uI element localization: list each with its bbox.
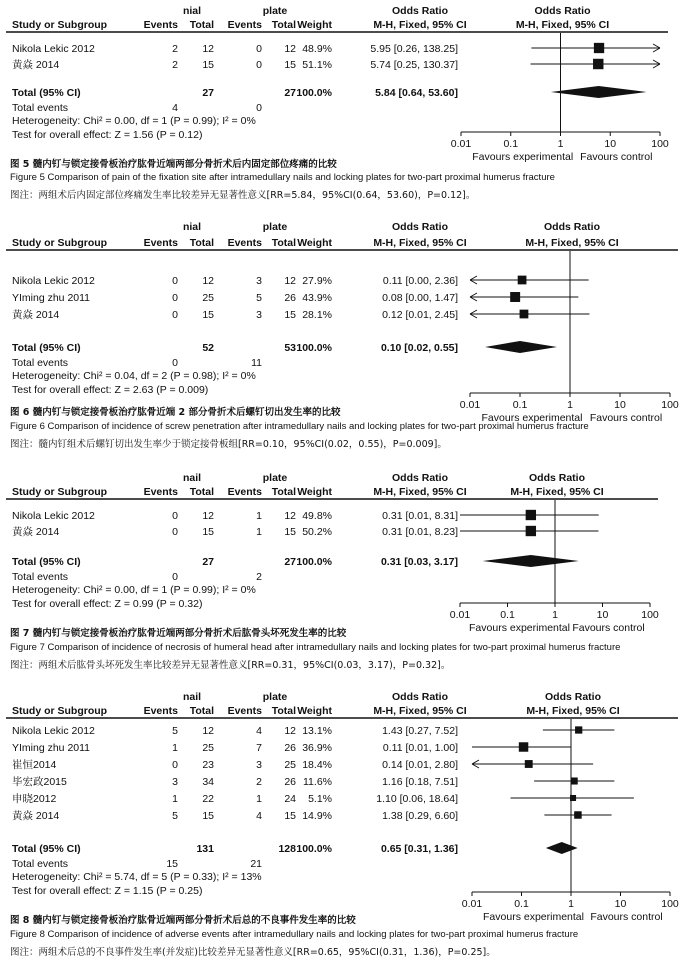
total1-sum: 52 (202, 342, 214, 354)
caption-zh: 图 8 髓内钉与锁定接骨板治疗肱骨近端两部分骨折术后总的不良事件发生率的比较 (10, 915, 356, 926)
caption-note: 图注：髓内钉组术后螺钉切出发生率少于锁定接骨板组[RR=0.10，95%CI(0.02，0.55)，P=0.009]。 (10, 439, 447, 450)
pooled-diamond (551, 86, 647, 98)
weight-cell: 50.2% (302, 526, 332, 538)
x-tick-label: 1 (552, 609, 558, 621)
study-name: Nikola Lekic 2012 (12, 510, 95, 522)
total-events1: 15 (166, 858, 178, 870)
x-tick-label: 0.01 (459, 399, 481, 411)
forest-plot-figure-7 (0, 465, 686, 675)
study-name: 黄焱 2014 (12, 309, 60, 321)
weight-cell: 5.1% (308, 793, 332, 805)
events1-cell: 0 (172, 510, 178, 522)
events2-header: Events (227, 19, 262, 31)
total-weight: 100.0% (296, 843, 332, 855)
events1-header: Events (143, 486, 178, 498)
weight-cell: 28.1% (302, 309, 332, 321)
events2-cell: 0 (256, 43, 262, 55)
weight-cell: 43.9% (302, 292, 332, 304)
total-events2: 0 (256, 102, 262, 114)
total-events2: 21 (250, 858, 262, 870)
weight-cell: 18.4% (302, 759, 332, 771)
study-point (510, 292, 520, 302)
events1-cell: 0 (172, 759, 178, 771)
caption-zh: 图 6 髓内钉与锁定接骨板治疗肱骨近端 2 部分骨折术后螺钉切出发生率的比较 (10, 407, 341, 418)
study-point (525, 760, 533, 768)
total-events-label: Total events (12, 571, 69, 583)
total1-cell: 23 (202, 759, 214, 771)
events1-cell: 3 (172, 776, 178, 788)
total-events-label: Total events (12, 102, 69, 114)
events2-cell: 1 (256, 526, 262, 538)
total-label: Total (95% CI) (12, 556, 81, 568)
study-name: YIming zhu 2011 (12, 742, 91, 754)
odds-ratio-ci: 0.11 [0.01, 1.00] (382, 742, 458, 754)
x-tick-label: 100 (651, 138, 669, 150)
x-tick-label: 0.1 (503, 138, 519, 150)
caption-zh: 图 7 髓内钉与锁定接骨板治疗肱骨近端两部分骨折术后肱骨头坏死发生率的比较 (10, 628, 347, 639)
odds-ratio-ci: 1.43 [0.27, 7.52] (382, 725, 458, 737)
study-name: 黄焱 2014 (12, 526, 60, 538)
favours-experimental: Favours experimental (472, 151, 574, 163)
odds-ratio-ci: 0.11 [0.00, 2.36] (382, 275, 458, 287)
events1-header: Events (143, 237, 178, 249)
total2-cell: 15 (284, 810, 296, 822)
caption-en: Figure 7 Comparison of incidence of necrosis of humeral head after intramedullary nails and locking plates for two-part proximal humerus fracture (10, 642, 621, 653)
total2-cell: 26 (284, 776, 296, 788)
weight-header: Weight (297, 19, 332, 31)
total1-cell: 22 (202, 793, 214, 805)
events2-header: Events (227, 486, 262, 498)
study-point (594, 43, 604, 53)
events2-cell: 7 (256, 742, 262, 754)
odds-ratio-ci: 1.38 [0.29, 6.60] (382, 810, 458, 822)
x-tick-label: 100 (661, 399, 679, 411)
total-odds-ratio-ci: 0.65 [0.31, 1.36] (380, 843, 458, 855)
pooled-diamond (546, 842, 578, 854)
group1-header: nial (182, 221, 202, 233)
odds-ratio-plot-header: Odds Ratio (534, 5, 591, 17)
weight-cell: 27.9% (302, 275, 332, 287)
study-point (575, 726, 582, 733)
total2-cell: 15 (284, 309, 296, 321)
total-odds-ratio-ci: 5.84 [0.64, 53.60] (375, 87, 458, 99)
odds-ratio-plot-header: Odds Ratio (544, 691, 602, 703)
x-tick-label: 0.01 (449, 609, 471, 621)
heterogeneity: Heterogeneity: Chi² = 0.00, df = 1 (P = 0.99); I² = 0% (12, 584, 256, 596)
total1-sum: 27 (202, 87, 214, 99)
total-weight: 100.0% (296, 342, 332, 354)
total1-cell: 12 (202, 275, 214, 287)
study-name: 申晓2012 (12, 793, 57, 805)
total2-sum: 27 (284, 556, 296, 568)
total1-cell: 12 (202, 43, 214, 55)
total2-header: Total (271, 705, 296, 717)
events1-cell: 1 (172, 793, 178, 805)
group2-header: plate (262, 5, 288, 17)
odds-ratio-ci: 1.16 [0.18, 7.51] (382, 776, 458, 788)
caption-note: 图注：两组术后内固定部位疼痛发生率比较差异无显著性意义[RR=5.84，95%CI(0.64，53.60)，P=0.12]。 (10, 190, 476, 201)
overall-effect: Test for overall effect: Z = 1.15 (P = 0.25) (12, 885, 203, 897)
events1-cell: 1 (172, 742, 178, 754)
x-tick-label: 10 (604, 138, 617, 150)
events2-cell: 5 (256, 292, 262, 304)
total1-header: Total (189, 705, 214, 717)
total2-cell: 12 (284, 275, 296, 287)
x-tick-label: 10 (596, 609, 609, 621)
study-header: Study or Subgroup (12, 237, 108, 249)
total1-cell: 15 (202, 526, 214, 538)
odds-ratio-ci: 0.31 [0.01, 8.31] (382, 510, 458, 522)
method-header: M-H, Fixed, 95% CI (373, 237, 467, 249)
events1-cell: 2 (172, 59, 178, 71)
odds-ratio-ci: 0.12 [0.01, 2.45] (382, 309, 458, 321)
weight-cell: 48.9% (302, 43, 332, 55)
events1-cell: 0 (172, 309, 178, 321)
events2-cell: 0 (256, 59, 262, 71)
forest-plot-5 (0, 0, 686, 163)
method-plot-header: M-H, Fixed, 95% CI (525, 237, 619, 249)
caption-note: 图注：两组术后总的不良事件发生率(并发症)比较差异无显著性意义[RR=0.65，95%CI(0.31，1.36)，P=0.25]。 (10, 947, 496, 958)
x-tick-label: 100 (641, 609, 659, 621)
weight-header: Weight (297, 705, 332, 717)
x-tick-label: 0.1 (500, 609, 515, 621)
study-point (526, 526, 536, 536)
caption-en: Figure 5 Comparison of pain of the fixation site after intramedullary nails and locking plates for two-part proximal humerus fracture (10, 172, 555, 183)
total1-sum: 131 (196, 843, 214, 855)
study-name: 崔恒2014 (12, 759, 57, 771)
caption-zh: 图 5 髓内钉与锁定接骨板治疗肱骨近端两部分骨折术后内固定部位疼痛的比较 (10, 159, 337, 170)
total1-header: Total (189, 486, 214, 498)
total2-cell: 12 (284, 725, 296, 737)
events1-cell: 5 (172, 725, 178, 737)
total-events1: 0 (172, 357, 178, 369)
events1-cell: 0 (172, 275, 178, 287)
pooled-diamond (485, 341, 557, 353)
favours-control: Favours control (589, 412, 663, 424)
x-tick-label: 100 (661, 898, 679, 910)
method-header: M-H, Fixed, 95% CI (373, 19, 467, 31)
events1-cell: 0 (172, 292, 178, 304)
events2-header: Events (227, 705, 262, 717)
total-weight: 100.0% (296, 87, 332, 99)
weight-header: Weight (297, 486, 332, 498)
odds-ratio-ci: 0.08 [0.00, 1.47] (382, 292, 458, 304)
total2-cell: 26 (284, 292, 296, 304)
weight-cell: 14.9% (302, 810, 332, 822)
x-tick-label: 10 (614, 898, 627, 910)
total2-sum: 53 (284, 342, 296, 354)
x-tick-label: 10 (614, 399, 626, 411)
odds-ratio-plot-header: Odds Ratio (528, 472, 586, 484)
odds-ratio-ci: 0.31 [0.01, 8.23] (382, 526, 458, 538)
caption-en: Figure 6 Comparison of incidence of screw penetration after intramedullary nails and locking plates for two-part proximal humerus fracture (10, 421, 589, 432)
events2-cell: 2 (256, 776, 262, 788)
total-events1: 0 (172, 571, 178, 583)
study-name: 黄焱 2014 (12, 59, 60, 71)
method-header: M-H, Fixed, 95% CI (373, 705, 467, 717)
total2-cell: 26 (284, 742, 296, 754)
total-events-label: Total events (12, 357, 69, 369)
total2-header: Total (271, 237, 296, 249)
odds-ratio-ci: 0.14 [0.01, 2.80] (382, 759, 458, 771)
group2-header: plate (262, 221, 288, 233)
study-name: 黄焱 2014 (12, 810, 60, 822)
x-tick-label: 1 (568, 898, 574, 910)
study-header: Study or Subgroup (12, 486, 108, 498)
total-odds-ratio-ci: 0.10 [0.02, 0.55] (380, 342, 458, 354)
odds-ratio-ci: 5.95 [0.26, 138.25] (370, 43, 458, 55)
group2-header: plate (262, 691, 288, 703)
total2-cell: 15 (284, 59, 296, 71)
method-plot-header: M-H, Fixed, 95% CI (526, 705, 620, 717)
x-tick-label: 0.1 (512, 399, 528, 411)
total1-cell: 12 (202, 510, 214, 522)
odds-ratio-header: Odds Ratio (391, 5, 449, 17)
total-odds-ratio-ci: 0.31 [0.03, 3.17] (380, 556, 458, 568)
odds-ratio-header: Odds Ratio (391, 691, 449, 703)
total1-cell: 15 (202, 810, 214, 822)
favours-control: Favours control (590, 911, 663, 923)
total-events1: 4 (172, 102, 178, 114)
study-point (574, 811, 581, 818)
overall-effect: Test for overall effect: Z = 1.56 (P = 0.12) (12, 129, 203, 141)
total2-header: Total (271, 486, 296, 498)
total-label: Total (95% CI) (12, 843, 81, 855)
study-name: Nikola Lekic 2012 (12, 725, 95, 737)
study-header: Study or Subgroup (12, 705, 108, 717)
odds-ratio-header: Odds Ratio (391, 472, 449, 484)
events2-cell: 3 (256, 275, 262, 287)
weight-cell: 51.1% (302, 59, 332, 71)
x-tick-label: 0.01 (450, 138, 472, 150)
method-header: M-H, Fixed, 95% CI (373, 486, 467, 498)
total1-cell: 25 (202, 742, 214, 754)
total1-cell: 34 (202, 776, 214, 788)
odds-ratio-plot-header: Odds Ratio (543, 221, 601, 233)
total-label: Total (95% CI) (12, 87, 81, 99)
events1-cell: 0 (172, 526, 178, 538)
overall-effect: Test for overall effect: Z = 0.99 (P = 0.32) (12, 598, 203, 610)
events2-cell: 3 (256, 309, 262, 321)
total-events2: 2 (256, 571, 262, 583)
events1-header: Events (143, 705, 178, 717)
total1-cell: 12 (202, 725, 214, 737)
study-point (520, 310, 529, 319)
total-label: Total (95% CI) (12, 342, 81, 354)
total1-cell: 15 (202, 59, 214, 71)
total-weight: 100.0% (296, 556, 332, 568)
group1-header: nail (182, 691, 202, 703)
pooled-diamond (483, 555, 579, 567)
total1-cell: 15 (202, 309, 214, 321)
group2-header: plate (262, 472, 288, 484)
forest-plot-figure-8 (0, 686, 686, 969)
events1-cell: 2 (172, 43, 178, 55)
study-name: 毕宏政2015 (12, 776, 67, 788)
favours-experimental: Favours experimental (483, 911, 584, 923)
total2-cell: 15 (284, 526, 296, 538)
study-point (571, 777, 578, 784)
weight-cell: 36.9% (302, 742, 332, 754)
caption-en: Figure 8 Comparison of incidence of adverse events after intramedullary nails and locking plates for two-part proximal humerus fracture (10, 929, 579, 940)
study-point (518, 276, 527, 285)
x-tick-label: 1 (557, 138, 564, 150)
total2-cell: 24 (284, 793, 296, 805)
total1-header: Total (189, 237, 214, 249)
method-plot-header: M-H, Fixed, 95% CI (510, 486, 604, 498)
events2-header: Events (227, 237, 262, 249)
weight-cell: 13.1% (302, 725, 332, 737)
odds-ratio-header: Odds Ratio (391, 221, 449, 233)
total2-cell: 12 (284, 510, 296, 522)
study-point (519, 742, 528, 751)
total-events-label: Total events (12, 858, 69, 870)
forest-plot-figure-6 (0, 214, 686, 454)
total2-header: Total (271, 19, 296, 31)
study-name: YIming zhu 2011 (12, 292, 91, 304)
heterogeneity: Heterogeneity: Chi² = 5.74, df = 5 (P = 0.33); I² = 13% (12, 871, 262, 883)
study-point (526, 510, 536, 520)
favours-control: Favours control (572, 622, 645, 634)
forest-plot-figure-5 (0, 0, 686, 206)
favours-experimental: Favours experimental (481, 412, 583, 424)
caption-note: 图注：两组术后肱骨头坏死发生率比较差异无显著性意义[RR=0.31，95%CI(0.03，3.17)，P=0.32]。 (10, 660, 451, 671)
total1-sum: 27 (202, 556, 214, 568)
x-tick-label: 0.1 (514, 898, 529, 910)
events1-header: Events (143, 19, 178, 31)
group1-header: nail (182, 472, 202, 484)
favours-experimental: Favours experimental (469, 622, 570, 634)
events2-cell: 1 (256, 793, 262, 805)
group1-header: nial (182, 5, 202, 17)
study-point (593, 59, 603, 69)
x-tick-label: 0.01 (461, 898, 483, 910)
study-name: Nikola Lekic 2012 (12, 275, 95, 287)
odds-ratio-ci: 1.10 [0.06, 18.64] (376, 793, 458, 805)
weight-cell: 49.8% (302, 510, 332, 522)
favours-control: Favours control (580, 151, 653, 163)
total-events2: 11 (251, 357, 262, 369)
total2-cell: 25 (284, 759, 296, 771)
events2-cell: 1 (256, 510, 262, 522)
total1-header: Total (189, 19, 214, 31)
heterogeneity: Heterogeneity: Chi² = 0.00, df = 1 (P = 0.99); I² = 0% (12, 115, 256, 127)
total2-sum: 27 (284, 87, 296, 99)
overall-effect: Test for overall effect: Z = 2.63 (P = 0.009) (12, 384, 209, 396)
events1-cell: 5 (172, 810, 178, 822)
total2-sum: 128 (278, 843, 296, 855)
weight-header: Weight (297, 237, 332, 249)
study-name: Nikola Lekic 2012 (12, 43, 95, 55)
study-header: Study or Subgroup (12, 19, 108, 31)
events2-cell: 3 (256, 759, 262, 771)
events2-cell: 4 (256, 725, 262, 737)
events2-cell: 4 (256, 810, 262, 822)
odds-ratio-ci: 5.74 [0.25, 130.37] (370, 59, 458, 71)
heterogeneity: Heterogeneity: Chi² = 0.04, df = 2 (P = 0.98); I² = 0% (12, 370, 256, 382)
method-plot-header: M-H, Fixed, 95% CI (515, 19, 610, 31)
total2-cell: 12 (284, 43, 296, 55)
weight-cell: 11.6% (303, 776, 332, 788)
total1-cell: 25 (202, 292, 214, 304)
x-tick-label: 1 (567, 399, 573, 411)
